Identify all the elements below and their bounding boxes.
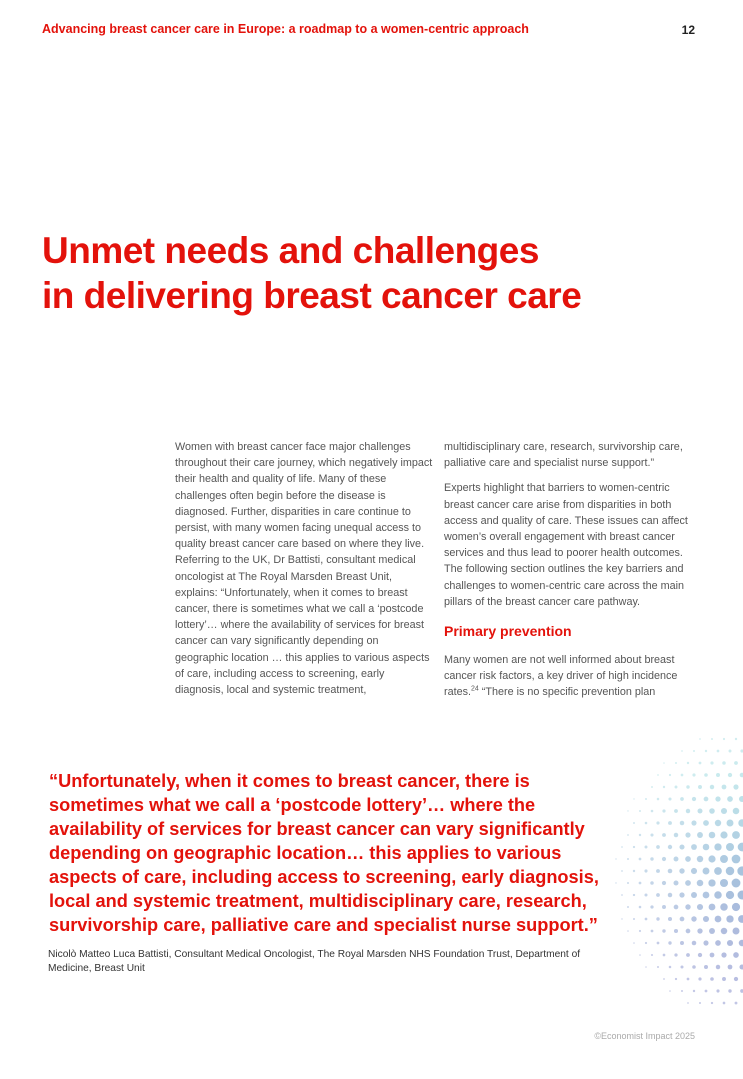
halftone-dot [681, 774, 684, 777]
halftone-dot [716, 965, 720, 969]
halftone-dot [675, 978, 677, 980]
halftone-dot [668, 821, 672, 825]
halftone-dot [734, 977, 738, 981]
halftone-dot [726, 891, 734, 899]
halftone-dot [645, 822, 648, 825]
halftone-dot [633, 822, 635, 824]
body-column-left [175, 439, 433, 707]
halftone-dot [633, 918, 635, 920]
halftone-dot [662, 833, 666, 837]
halftone-dot [698, 953, 702, 957]
halftone-dot [720, 903, 728, 911]
page-title-line-1: Unmet needs and challenges [42, 230, 539, 271]
halftone-dot [669, 990, 671, 992]
halftone-dot [728, 773, 732, 777]
halftone-dot [699, 738, 701, 740]
halftone-dot [645, 918, 648, 921]
halftone-dot [679, 892, 684, 897]
footnote-reference: 24 [471, 685, 479, 693]
halftone-dot [708, 879, 715, 886]
halftone-dot [732, 879, 741, 888]
halftone-dot [727, 820, 734, 827]
halftone-dot [675, 786, 678, 789]
halftone-dot [680, 965, 683, 968]
halftone-dot [674, 953, 677, 956]
halftone-dot [703, 916, 709, 922]
halftone-dot [738, 915, 743, 923]
halftone-dot [697, 904, 703, 910]
halftone-dot [698, 785, 702, 789]
halftone-dot [710, 785, 714, 789]
halftone-dot [697, 856, 703, 862]
halftone-dot [711, 738, 713, 740]
halftone-dot [721, 928, 728, 935]
halftone-dot [687, 762, 689, 764]
halftone-dot [621, 870, 623, 872]
halftone-dot [697, 808, 702, 813]
halftone-dot [699, 762, 702, 765]
halftone-dot [650, 833, 653, 836]
halftone-dot [680, 917, 685, 922]
halftone-dot [686, 809, 690, 813]
halftone-dot [703, 868, 710, 875]
halftone-dot [663, 786, 665, 788]
halftone-dot [711, 1002, 713, 1004]
halftone-dot [703, 892, 710, 899]
halftone-dot [704, 773, 708, 777]
halftone-dot [733, 808, 740, 815]
halftone-dot [705, 990, 708, 993]
halftone-dot [639, 810, 641, 812]
halftone-dot [705, 750, 707, 752]
halftone-dot [668, 941, 671, 944]
halftone-dot [662, 905, 666, 909]
halftone-dot [709, 928, 715, 934]
copyright-notice: ©Economist Impact 2025 [594, 1031, 695, 1041]
halftone-dot [627, 930, 629, 932]
halftone-dot [715, 796, 720, 801]
halftone-dot [723, 738, 725, 740]
halftone-dot [722, 977, 726, 981]
halftone-dot [732, 903, 740, 911]
halftone-dot [687, 1002, 689, 1004]
halftone-dot [691, 820, 696, 825]
halftone-dot [727, 940, 733, 946]
halftone-dot [674, 881, 679, 886]
halftone-dot [733, 952, 739, 958]
halftone-dot [692, 797, 696, 801]
halftone-dot [663, 954, 666, 957]
halftone-dot [692, 941, 697, 946]
halftone-dot [716, 773, 720, 777]
halftone-dot [732, 831, 740, 839]
halftone-dot [651, 930, 654, 933]
halftone-dot [633, 870, 635, 872]
halftone-dot [733, 928, 740, 935]
halftone-dot [686, 953, 690, 957]
halftone-dot [737, 866, 743, 875]
halftone-dot [674, 833, 679, 838]
halftone-dot [698, 977, 701, 980]
halftone-dot [651, 810, 654, 813]
halftone-dot [722, 785, 727, 790]
halftone-dot [657, 774, 659, 776]
halftone-dot [739, 796, 743, 802]
halftone-dot [704, 965, 708, 969]
halftone-dot [727, 796, 733, 802]
halftone-dot [734, 761, 738, 765]
halftone-dot [714, 867, 722, 875]
pull-quote-text: “Unfortunately, when it comes to breast cancer, there is sometimes what we call a ‘postcode lottery’… where the availability of services for breast cancer can vary significantly depending on geographic location… this applies to various aspects of care, including access to screening, early diagnosis, local and systemic treatment, multidisciplinary care, research, survivorship care, palliative care and specialist nurse support.” [49, 771, 599, 935]
halftone-dot [703, 844, 710, 851]
halftone-dot [633, 798, 634, 799]
halftone-dot [674, 809, 678, 813]
halftone-dot [656, 893, 660, 897]
halftone-dot [639, 834, 641, 836]
halftone-dot [657, 942, 660, 945]
halftone-dot [657, 966, 659, 968]
halftone-dot [633, 942, 635, 944]
halftone-dot [714, 891, 722, 899]
halftone-dot [650, 905, 653, 908]
halftone-dot [662, 929, 665, 932]
body-paragraph: multidisciplinary care, research, survivorship care, palliative care and specialist nurse support.” [444, 441, 683, 470]
paragraph-text: “There is no specific prevention plan [478, 686, 656, 699]
halftone-dot [693, 750, 695, 752]
halftone-dot [627, 834, 629, 836]
halftone-dot [721, 808, 727, 814]
halftone-dot [656, 845, 660, 849]
halftone-dot [627, 858, 629, 860]
halftone-dot [685, 856, 691, 862]
halftone-dot [691, 892, 697, 898]
halftone-dot [717, 750, 720, 753]
halftone-dot [722, 761, 726, 765]
halftone-dot [709, 904, 716, 911]
halftone-dot [728, 989, 731, 992]
halftone-dot [644, 893, 647, 896]
halftone-dot [669, 966, 672, 969]
halftone-dot [633, 894, 635, 896]
halftone-dot [716, 989, 719, 992]
halftone-dot [639, 906, 642, 909]
halftone-dot [697, 832, 703, 838]
body-paragraph: Experts highlight that barriers to women-centric breast cancer care arise from disparities in both access and quality of care. These issues can affect women’s overall engagement with breast cancer services and thus lead to poorer health outcomes. The following section outlines the key barriers and challenges to women-centric care across the main pillars of the breast cancer care pathway. [444, 482, 688, 608]
halftone-dot [691, 916, 696, 921]
halftone-dot [739, 940, 743, 947]
halftone-dot [679, 844, 684, 849]
halftone-dot [621, 894, 623, 896]
pull-quote [42, 769, 602, 937]
halftone-dot [681, 750, 683, 752]
halftone-dot [720, 855, 728, 863]
halftone-dot [726, 867, 735, 876]
halftone-dot [669, 774, 671, 776]
body-paragraph: Women with breast cancer face major challenges throughout their care journey, which negatively impact their health and quality of life. Many of these challenges often begin before the disease is diagnosed. Further, disparities in care continue to persist, with many women facing unequal access to quality breast cancer care based on where they live. Referring to the UK, Dr Battisti, consultant medical oncologist at The Royal Marsden Breast Unit, explains: “Unfortunately, when it comes to breast cancer, there is sometimes what we call a ‘postcode lottery’… where the availability of services for breast cancer can vary significantly depending on geographic location … this applies to various aspects of care, including access to screening, early diagnosis, local and systemic treatment, [175, 441, 433, 697]
halftone-dot [709, 808, 715, 814]
halftone-dot [691, 868, 697, 874]
halftone-dot [679, 868, 684, 873]
halftone-dot [680, 821, 685, 826]
halftone-dot [703, 940, 708, 945]
halftone-dot [621, 846, 623, 848]
halftone-dot [735, 1002, 738, 1005]
halftone-dot [680, 797, 684, 801]
halftone-dot [645, 798, 647, 800]
halftone-dot [668, 845, 672, 849]
halftone-dot [668, 797, 671, 800]
halftone-dot [645, 942, 647, 944]
halftone-dot [674, 905, 679, 910]
halftone-dot [668, 869, 673, 874]
halftone-dot [709, 832, 716, 839]
halftone-dot [692, 773, 695, 776]
halftone-dot [657, 798, 660, 801]
halftone-dot [615, 882, 616, 883]
paragraph-text: Many women are not well informed about breast cancer risk factors, a key driver of high incidence rates. [444, 654, 678, 699]
halftone-dot [726, 915, 733, 922]
body-paragraph [444, 652, 702, 701]
halftone-dot [738, 891, 743, 900]
halftone-dot [651, 786, 653, 788]
halftone-dot [692, 965, 696, 969]
halftone-dot [650, 857, 653, 860]
halftone-dot [662, 809, 665, 812]
halftone-dot [715, 916, 722, 923]
halftone-dot [729, 750, 732, 753]
body-column-right [444, 439, 702, 710]
page-number: 12 [681, 23, 695, 37]
halftone-dot [615, 858, 616, 859]
halftone-dot [639, 930, 641, 932]
halftone-dot [645, 846, 648, 849]
halftone-dot [663, 978, 665, 980]
halftone-dot [674, 929, 678, 933]
halftone-dot [728, 965, 733, 970]
halftone-dot [697, 928, 702, 933]
halftone-dot [680, 941, 684, 945]
halftone-dot [686, 929, 691, 934]
halftone-dot [639, 954, 641, 956]
halftone-dot [656, 869, 660, 873]
halftone-dot [687, 978, 690, 981]
halftone-dot [733, 784, 738, 789]
halftone-dot [685, 832, 690, 837]
halftone-dot [633, 846, 635, 848]
halftone-dot [627, 882, 629, 884]
halftone-dot [710, 761, 713, 764]
halftone-dot [708, 855, 715, 862]
halftone-dot [693, 990, 695, 992]
halftone-dot [675, 762, 677, 764]
halftone-dot [710, 953, 715, 958]
halftone-dot [738, 843, 743, 852]
halftone-dot [685, 880, 691, 886]
halftone-dot-pattern-icon [600, 735, 743, 1010]
halftone-dot [735, 738, 737, 740]
halftone-dot [723, 1002, 726, 1005]
page-title-line-2: in delivering breast cancer care [42, 275, 582, 316]
halftone-dot [644, 869, 647, 872]
halftone-dot [686, 785, 689, 788]
halftone-dot [721, 952, 726, 957]
halftone-dot [715, 820, 721, 826]
halftone-dot [627, 810, 628, 811]
halftone-dot [645, 966, 647, 968]
halftone-dot [674, 857, 679, 862]
halftone-dot [720, 831, 727, 838]
running-header: Advancing breast cancer care in Europe: a roadmap to a women-centric approach [42, 22, 529, 36]
halftone-dot [685, 904, 690, 909]
halftone-dot [714, 843, 721, 850]
halftone-dot [710, 977, 714, 981]
halftone-dot [662, 857, 666, 861]
halftone-dot [663, 762, 665, 764]
halftone-dot [681, 990, 683, 992]
halftone-dot [639, 882, 642, 885]
halftone-dot [656, 821, 659, 824]
halftone-dot [720, 879, 728, 887]
halftone-dot [662, 881, 666, 885]
halftone-dot [697, 880, 704, 887]
halftone-dot [651, 954, 653, 956]
halftone-dot [668, 917, 672, 921]
halftone-dot [656, 917, 659, 920]
halftone-dot [621, 918, 622, 919]
halftone-dot [627, 906, 629, 908]
section-subheading: Primary prevention [444, 623, 572, 640]
halftone-dot [639, 858, 642, 861]
halftone-dot [739, 964, 743, 969]
halftone-dot [691, 844, 697, 850]
page-title [42, 228, 662, 318]
halftone-dot [704, 797, 709, 802]
halftone-dot [699, 1002, 701, 1004]
halftone-dot [738, 819, 743, 826]
halftone-dot [732, 855, 741, 864]
halftone-dot [650, 881, 654, 885]
halftone-dot [726, 843, 734, 851]
quote-attribution: Nicolò Matteo Luca Battisti, Consultant Medical Oncologist, The Royal Marsden NHS Foundation Trust, Department of Medicine, Breast Unit [48, 949, 581, 974]
halftone-dot [668, 893, 673, 898]
halftone-dot [703, 820, 709, 826]
halftone-dot [715, 940, 721, 946]
